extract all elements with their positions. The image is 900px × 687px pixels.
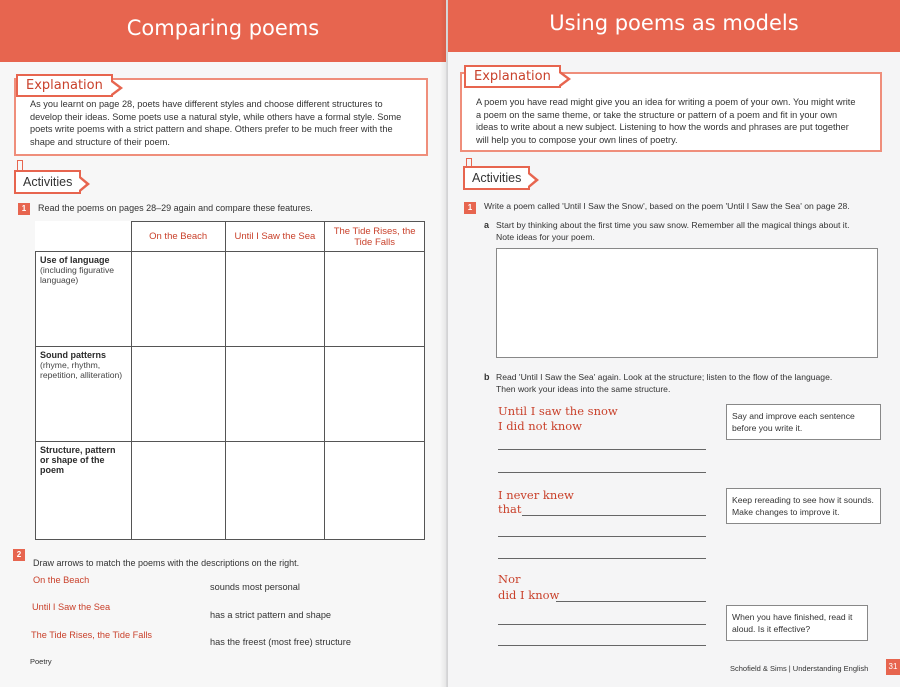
left-explanation-text bbox=[30, 98, 420, 148]
right-activities-label-text: Activities bbox=[472, 171, 522, 185]
table-cell[interactable] bbox=[131, 252, 225, 347]
left-page-title: Comparing poems bbox=[126, 16, 320, 40]
left-explanation-line: As you learnt on page 28, poets have different styles and choose different structures to bbox=[30, 99, 383, 109]
row-title: Use of language bbox=[40, 255, 110, 265]
right-explanation-line: A poem you have read might give you an idea for writing a poem of your own. You might write bbox=[476, 97, 856, 107]
table-header-on-the-beach: On the Beach bbox=[131, 222, 225, 252]
right-qb-letter: b bbox=[484, 372, 490, 382]
writing-line[interactable] bbox=[522, 515, 706, 516]
left-q1-number: 1 bbox=[18, 203, 30, 215]
table-cell[interactable] bbox=[325, 347, 425, 442]
right-q1-text: Write a poem called 'Until I Saw the Snow', based on the poem 'Until I Saw the Sea' on page 28. bbox=[484, 201, 850, 211]
left-explanation-label-text: Explanation bbox=[26, 78, 103, 93]
right-qb-line2: Then work your ideas into the same structure. bbox=[496, 384, 671, 394]
table-cell[interactable] bbox=[225, 442, 325, 540]
right-q1-number: 1 bbox=[464, 202, 476, 214]
row-title: Sound patterns bbox=[40, 350, 107, 360]
match-desc-1[interactable]: sounds most personal bbox=[210, 582, 300, 592]
left-explanation-label bbox=[16, 74, 113, 97]
match-desc-3[interactable]: has the freest (most free) structure bbox=[210, 637, 351, 647]
match-poem-3[interactable]: The Tide Rises, the Tide Falls bbox=[31, 630, 153, 640]
ideas-note-box[interactable] bbox=[496, 248, 878, 358]
left-banner bbox=[0, 0, 446, 62]
right-qb-line1: Read 'Until I Saw the Sea' again. Look at the structure; listen to the flow of the language. bbox=[496, 372, 833, 382]
left-q2-text: Draw arrows to match the poems with the descriptions on the right. bbox=[33, 558, 300, 568]
right-qa-line2: Note ideas for your poem. bbox=[496, 232, 595, 242]
table-row-head-language bbox=[36, 252, 132, 347]
right-page-title: Using poems as models bbox=[549, 11, 799, 35]
poem-line-5: Nor bbox=[498, 572, 521, 586]
left-explanation-line: poets write poems with a strict pattern and shape. Others prefer to be much freer with the bbox=[30, 124, 393, 135]
table-header-until-i-saw-the-sea: Until I Saw the Sea bbox=[225, 222, 325, 252]
match-poem-2[interactable]: Until I Saw the Sea bbox=[32, 602, 111, 612]
poem-line-2: I did not know bbox=[498, 419, 583, 433]
right-explanation-line: a poem on the same theme, or take the structure or pattern of a poem and fit in your own bbox=[476, 109, 838, 120]
left-footer: Poetry bbox=[30, 657, 52, 666]
right-explanation-text bbox=[476, 96, 876, 146]
left-explanation-line: shape and structure of their poem. bbox=[30, 136, 170, 147]
right-explanation-line: ideas to write about a new subject. Listening to how the words and phrases are put together bbox=[476, 122, 849, 133]
writing-line[interactable] bbox=[498, 536, 706, 537]
right-explanation-label bbox=[464, 65, 561, 88]
tip-box-read-aloud: When you have finished, read it aloud. Is it effective? bbox=[726, 605, 868, 641]
right-qa-line1: Start by thinking about the first time you saw snow. Remember all the magical things about it. bbox=[496, 220, 850, 230]
writing-line[interactable] bbox=[498, 472, 706, 473]
left-activities-label bbox=[14, 170, 81, 194]
right-explanation-line: will help you to compose your own lines of poetry. bbox=[476, 134, 678, 145]
left-activities-label-text: Activities bbox=[23, 175, 73, 189]
table-row-head-structure bbox=[36, 442, 132, 540]
writing-line[interactable] bbox=[498, 558, 706, 559]
right-banner bbox=[448, 0, 900, 52]
left-q2-number: 2 bbox=[13, 549, 25, 561]
table-cell[interactable] bbox=[131, 347, 225, 442]
right-explanation-label-text: Explanation bbox=[474, 69, 551, 84]
writing-line[interactable] bbox=[498, 624, 706, 625]
poem-line-6: did I know bbox=[498, 588, 560, 602]
table-row-head-sound bbox=[36, 347, 132, 442]
match-poem-1[interactable]: On the Beach bbox=[33, 575, 90, 585]
table-cell[interactable] bbox=[225, 347, 325, 442]
comparison-table bbox=[35, 221, 425, 540]
left-q1-text: Read the poems on pages 28–29 again and compare these features. bbox=[38, 203, 313, 213]
writing-line[interactable] bbox=[556, 601, 706, 602]
table-cell[interactable] bbox=[225, 252, 325, 347]
right-page bbox=[448, 0, 900, 687]
left-explanation-line: develop their ideas. Some poets use a natural style, while others have a formal style. Some bbox=[30, 111, 402, 122]
row-subtitle: (including figurative language) bbox=[40, 265, 115, 285]
writing-line[interactable] bbox=[498, 645, 706, 646]
table-cell[interactable] bbox=[131, 442, 225, 540]
row-subtitle: (rhyme, rhythm, repetition, alliteration) bbox=[40, 360, 123, 380]
page-number: 31 bbox=[886, 659, 900, 675]
right-activities-label bbox=[463, 166, 530, 190]
table-corner bbox=[36, 222, 132, 252]
table-cell[interactable] bbox=[325, 442, 425, 540]
writing-line[interactable] bbox=[498, 449, 706, 450]
right-footer: Schofield & Sims | Understanding English bbox=[730, 664, 869, 673]
poem-line-1: Until I saw the snow bbox=[498, 404, 618, 418]
table-header-tide-rises: The Tide Rises, the Tide Falls bbox=[325, 222, 425, 252]
poem-line-4: that bbox=[498, 502, 522, 516]
table-cell[interactable] bbox=[325, 252, 425, 347]
poem-line-3: I never knew bbox=[498, 488, 574, 502]
left-page bbox=[0, 0, 446, 687]
tip-box-improve: Say and improve each sentence before you write it. bbox=[726, 404, 881, 440]
tip-box-reread: Keep rereading to see how it sounds. Make changes to improve it. bbox=[726, 488, 881, 524]
match-desc-2[interactable]: has a strict pattern and shape bbox=[210, 610, 332, 620]
right-qa-letter: a bbox=[484, 220, 490, 230]
row-title: Structure, pattern or shape of the poem bbox=[40, 445, 116, 475]
